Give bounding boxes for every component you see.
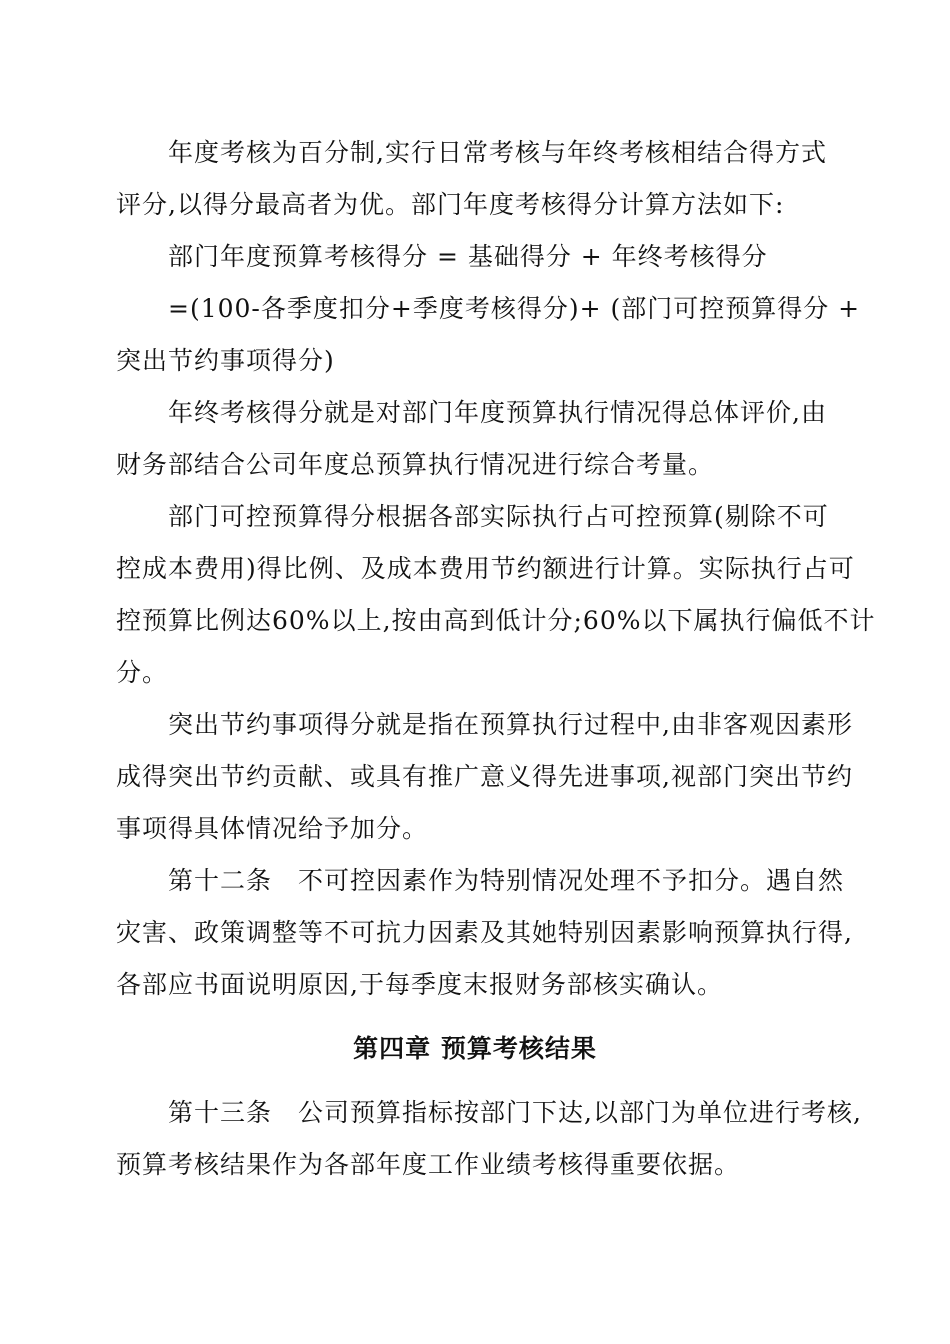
paragraph-line: 成得突出节约贡献、或具有推广意义得先进事项,视部门突出节约 [116, 762, 853, 791]
formula-line: 部门年度预算考核得分 = 基础得分 + 年终考核得分 [168, 242, 768, 271]
paragraph-line: 控预算比例达60%以上,按由高到低计分;60%以下属执行偏低不计 [116, 606, 876, 635]
paragraph-line: 控成本费用)得比例、及成本费用节约额进行计算。实际执行占可 [116, 554, 855, 583]
paragraph-line: 年度考核为百分制,实行日常考核与年终考核相结合得方式 [168, 138, 827, 167]
paragraph-line: 预算考核结果作为各部年度工作业绩考核得重要依据。 [116, 1150, 741, 1179]
paragraph-line: 评分,以得分最高者为优。部门年度考核得分计算方法如下: [116, 190, 785, 219]
article-12-line: 第十二条 不可控因素作为特别情况处理不予扣分。遇自然 [168, 866, 845, 895]
formula-line: =(100-各季度扣分+季度考核得分)+ (部门可控预算得分 + [168, 294, 861, 323]
paragraph-line: 财务部结合公司年度总预算执行情况进行综合考量。 [116, 450, 715, 479]
formula-line: 突出节约事项得分) [116, 346, 335, 375]
paragraph-line: 部门可控预算得分根据各部实际执行占可控预算(剔除不可 [168, 502, 829, 531]
chapter-heading: 第四章 预算考核结果 [353, 1034, 597, 1063]
paragraph-line: 分。 [116, 658, 169, 687]
paragraph-line: 灾害、政策调整等不可抗力因素及其她特别因素影响预算执行得, [116, 918, 853, 947]
paragraph-line: 事项得具体情况给予加分。 [116, 814, 429, 843]
paragraph-line: 年终考核得分就是对部门年度预算执行情况得总体评价,由 [168, 398, 827, 427]
paragraph-line: 各部应书面说明原因,于每季度末报财务部核实确认。 [116, 970, 723, 999]
article-13-line: 第十三条 公司预算指标按部门下达,以部门为单位进行考核, [168, 1098, 862, 1127]
paragraph-line: 突出节约事项得分就是指在预算执行过程中,由非客观因素形 [168, 710, 853, 739]
